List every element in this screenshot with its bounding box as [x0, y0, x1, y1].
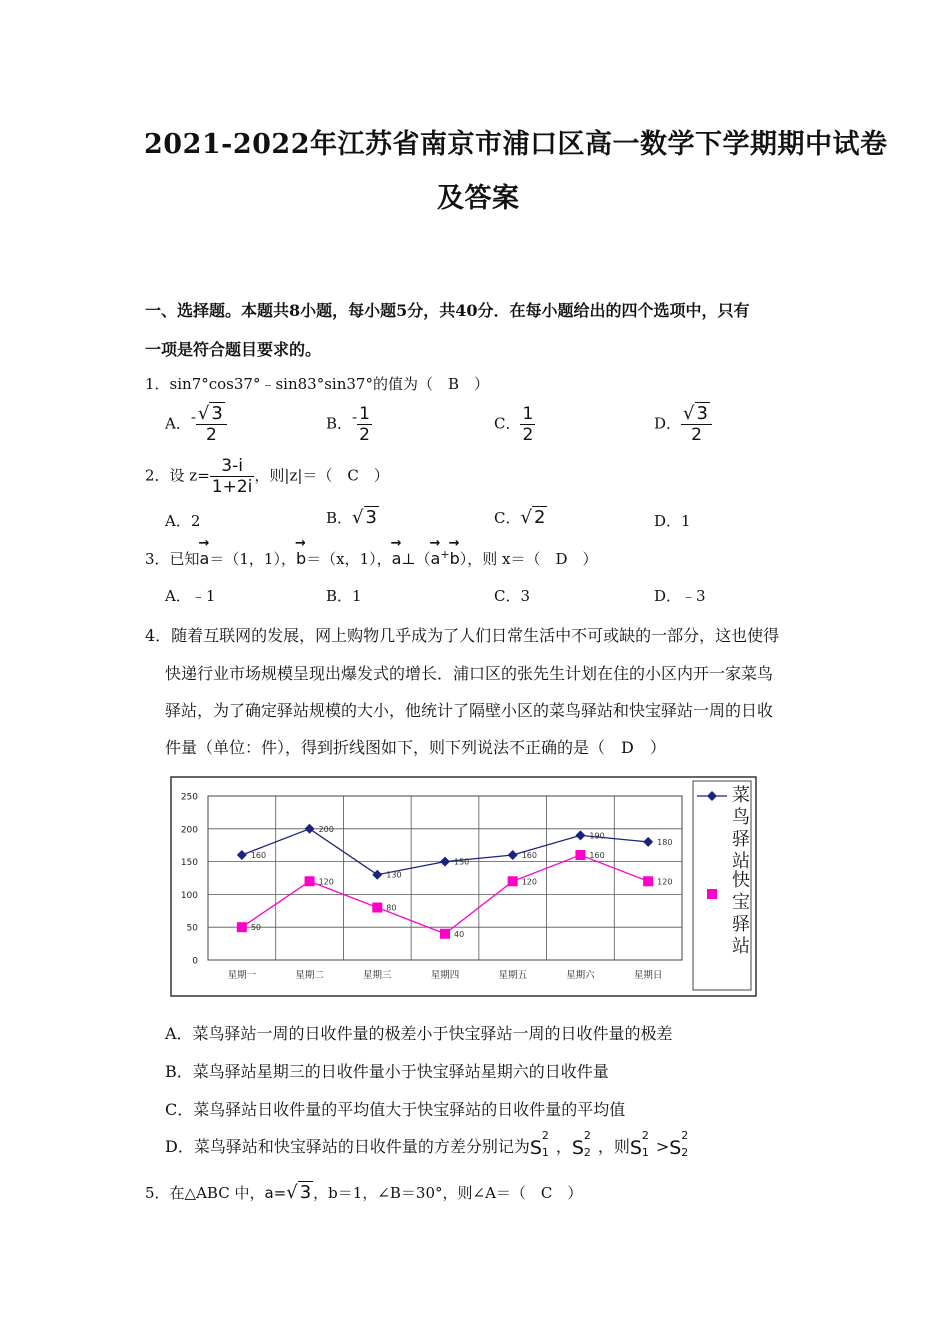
legend-label-cainiao-char: 驿 — [732, 829, 750, 850]
data-label: 120 — [521, 877, 537, 887]
legend-label-cainiao-char: 站 — [732, 851, 750, 872]
q1-a-sign: - — [190, 407, 196, 426]
q4-option-d — [165, 1128, 695, 1161]
q5-sqrt: √ 3 — [286, 1182, 312, 1203]
q4-option-c: C．菜鸟驿站日收件量的平均值大于快宝驿站的日收件量的平均值 — [165, 1100, 626, 1119]
q3-p1: 3．已知 — [145, 550, 200, 568]
q3-p3: ＝（x，1）， — [306, 550, 392, 568]
q1-option-c — [494, 404, 535, 445]
q5-p2: ，b＝1，∠B＝30°，则∠A＝（ C ） — [313, 1184, 583, 1202]
q5-a: a= — [264, 1184, 287, 1202]
q1-b-frac — [357, 404, 372, 445]
q2-option-b — [326, 507, 379, 528]
data-label: 130 — [386, 870, 402, 880]
data-label: 160 — [589, 851, 605, 861]
q3-vec-a2: → a — [392, 549, 402, 568]
q1-c-label: C． — [494, 414, 521, 433]
q2-option-c — [494, 507, 547, 528]
legend-label-kuaibao-char: 驿 — [732, 914, 750, 935]
q2-b-sqrt: √ 3 — [352, 507, 377, 528]
s1-squared — [529, 1128, 556, 1161]
q1-option-b — [326, 404, 372, 445]
s2b-sup: 2 — [681, 1128, 689, 1142]
data-label: 160 — [521, 851, 537, 861]
q3-option-c: C．3 — [494, 587, 531, 605]
s2-sub: 2 — [583, 1145, 591, 1159]
q1-b-sign: - — [352, 407, 358, 426]
q1-a-sqrt: √ 3 — [197, 403, 223, 424]
data-point-square — [575, 850, 585, 860]
q4-d-then: ，则 — [597, 1137, 630, 1156]
q2-stem — [145, 456, 389, 497]
s2-base: S — [571, 1136, 584, 1159]
data-label: 50 — [250, 923, 262, 933]
data-label: 120 — [318, 877, 334, 887]
doc-title-line2: 及答案 — [437, 183, 520, 214]
doc-title-line1: 2021-2022年江苏省南京市浦口区高一数学下学期期中试卷 — [144, 129, 888, 160]
data-point-square — [305, 876, 315, 886]
q4-option-b: B．菜鸟驿站星期三的日收件量小于快宝驿站星期六的日收件量 — [165, 1062, 609, 1081]
data-label: 40 — [454, 929, 465, 939]
q2-c-sqrt: √ 2 — [520, 507, 546, 528]
q3-vec-a: → a — [200, 549, 210, 568]
data-point-square — [372, 903, 382, 913]
q4-line3: 驿站，为了确定驿站规模的大小，他统计了隔壁小区的菜鸟驿站和快宝驿站一周的日收 — [165, 701, 774, 720]
y-tick-label: 250 — [180, 792, 198, 803]
q1-d-label: D． — [654, 414, 682, 433]
q3-p4: ⊥（ — [401, 550, 431, 568]
x-tick-label: 星期五 — [498, 970, 527, 981]
s2-sup: 2 — [583, 1128, 591, 1142]
q1-d-sqrt: √ 3 — [683, 403, 708, 424]
data-point-square — [643, 876, 653, 886]
q3-vec-b: → b — [296, 549, 306, 568]
q1-d-num: 3 — [696, 403, 708, 424]
q2-c-label: C． — [494, 509, 521, 527]
q1-option-a — [165, 404, 227, 445]
data-label: 160 — [250, 851, 267, 861]
legend-label-kuaibao-char: 站 — [732, 936, 750, 957]
q2-option-a: A．2 — [165, 512, 201, 530]
s1-squared-b — [629, 1128, 656, 1161]
x-tick-label: 星期日 — [633, 970, 663, 981]
section-header-line2: 一项是符合题目要求的。 — [145, 340, 322, 359]
q3-vec-a3: → a — [431, 549, 441, 568]
q3-p5: ），则 x＝（ D ） — [459, 550, 598, 568]
q4-line1: 4．随着互联网的发展，网上购物几乎成为了人们日常生活中不可或缺的一部分，这也使得 — [145, 626, 780, 645]
q2-suffix: ，则|z|＝（ C ） — [254, 466, 389, 485]
legend-label-kuaibao-char: 宝 — [732, 892, 750, 913]
q4-d-gt: > — [655, 1137, 670, 1156]
q1-d-den: 2 — [691, 425, 702, 445]
q1-c-num: 1 — [522, 404, 534, 424]
q1-a-frac — [196, 404, 227, 445]
y-tick-label: 100 — [180, 890, 198, 901]
s1-sup: 2 — [541, 1128, 549, 1142]
x-tick-label: 星期三 — [363, 970, 392, 981]
s1-base: S — [529, 1136, 542, 1159]
q3-plus: + — [440, 548, 450, 561]
q3-option-a: A．﹣1 — [165, 587, 216, 605]
s1b-base: S — [629, 1136, 642, 1159]
legend-label-kuaibao-char: 快 — [732, 870, 750, 891]
line-chart — [170, 776, 758, 998]
q5-stem — [145, 1182, 582, 1203]
data-label: 120 — [657, 877, 673, 887]
q2-frac — [210, 456, 255, 497]
data-label: 180 — [657, 837, 673, 847]
s2b-base: S — [669, 1136, 682, 1159]
q3-option-d: D．﹣3 — [654, 587, 706, 605]
x-tick-label: 星期四 — [430, 970, 460, 981]
q3-p2: ＝（1，1）， — [209, 550, 296, 568]
y-tick-label: 0 — [192, 956, 198, 967]
q3-vec-b2: → b — [450, 549, 460, 568]
section-header-line1: 一、选择题。本题共8小题，每小题5分，共40分．在每小题给出的四个选项中，只有 — [145, 301, 750, 320]
q2-prefix: 2．设 z= — [145, 466, 210, 485]
s2-squared-b — [669, 1128, 695, 1161]
data-point-square — [440, 929, 450, 939]
x-tick-label: 星期六 — [566, 970, 595, 981]
q4-line4: 件量（单位：件），得到折线图如下，则下列说法不正确的是（ D ） — [165, 738, 666, 757]
q4-d-comma: ， — [555, 1137, 572, 1156]
q1-a-label: A． — [165, 414, 191, 433]
q2-den: 1+2i — [211, 477, 253, 497]
data-label: 200 — [318, 824, 334, 834]
q2-option-d: D．1 — [654, 512, 691, 530]
q1-d-frac — [681, 404, 712, 445]
q2-num: 3-i — [210, 456, 255, 477]
q1-a-den: 2 — [205, 425, 217, 445]
s2b-sub: 2 — [681, 1145, 689, 1159]
y-tick-label: 200 — [180, 825, 198, 836]
q2-b-label: B． — [326, 509, 353, 527]
q2-b-rad: 3 — [365, 507, 377, 528]
data-label: 150 — [454, 857, 470, 867]
s1b-sup: 2 — [641, 1128, 649, 1142]
data-point-square — [237, 922, 247, 932]
q1-b-label: B． — [326, 414, 353, 433]
data-label: 80 — [386, 903, 397, 913]
legend-marker-square — [707, 889, 717, 899]
legend-label-cainiao-char: 鸟 — [732, 807, 750, 828]
q1-option-d — [654, 404, 712, 445]
s1-sub: 1 — [541, 1145, 549, 1159]
y-tick-label: 50 — [186, 923, 198, 934]
legend-label-cainiao-char: 菜 — [732, 785, 750, 806]
data-label: 190 — [589, 831, 605, 841]
q5-p1: 5．在△ABC 中， — [145, 1184, 265, 1202]
q1-c-frac — [520, 404, 535, 445]
q4-option-a: A．菜鸟驿站一周的日收件量的极差小于快宝驿站一周的日收件量的极差 — [165, 1024, 673, 1043]
q1-stem: 1．sin7°cos37°﹣sin83°sin37°的值为（ B ） — [145, 375, 489, 393]
q2-c-rad: 2 — [533, 507, 546, 528]
q3-option-b: B．1 — [326, 587, 362, 605]
x-tick-label: 星期二 — [295, 970, 324, 981]
q4-line2: 快递行业市场规模呈现出爆发式的增长．浦口区的张先生计划在住的小区内开一家菜鸟 — [165, 664, 774, 683]
data-point-square — [508, 876, 518, 886]
x-tick-label: 星期一 — [227, 970, 257, 981]
q1-c-den: 2 — [522, 425, 534, 445]
q4-d-text: D．菜鸟驿站和快宝驿站的日收件量的方差分别记为 — [165, 1137, 530, 1156]
s2-squared — [571, 1128, 598, 1161]
s1b-sub: 1 — [641, 1145, 649, 1159]
q1-a-num: 3 — [211, 403, 223, 424]
q1-b-num: 1 — [359, 404, 370, 424]
y-tick-label: 150 — [180, 858, 198, 869]
q3-stem — [145, 548, 598, 569]
q1-b-den: 2 — [359, 425, 370, 445]
q5-rad: 3 — [299, 1182, 312, 1203]
